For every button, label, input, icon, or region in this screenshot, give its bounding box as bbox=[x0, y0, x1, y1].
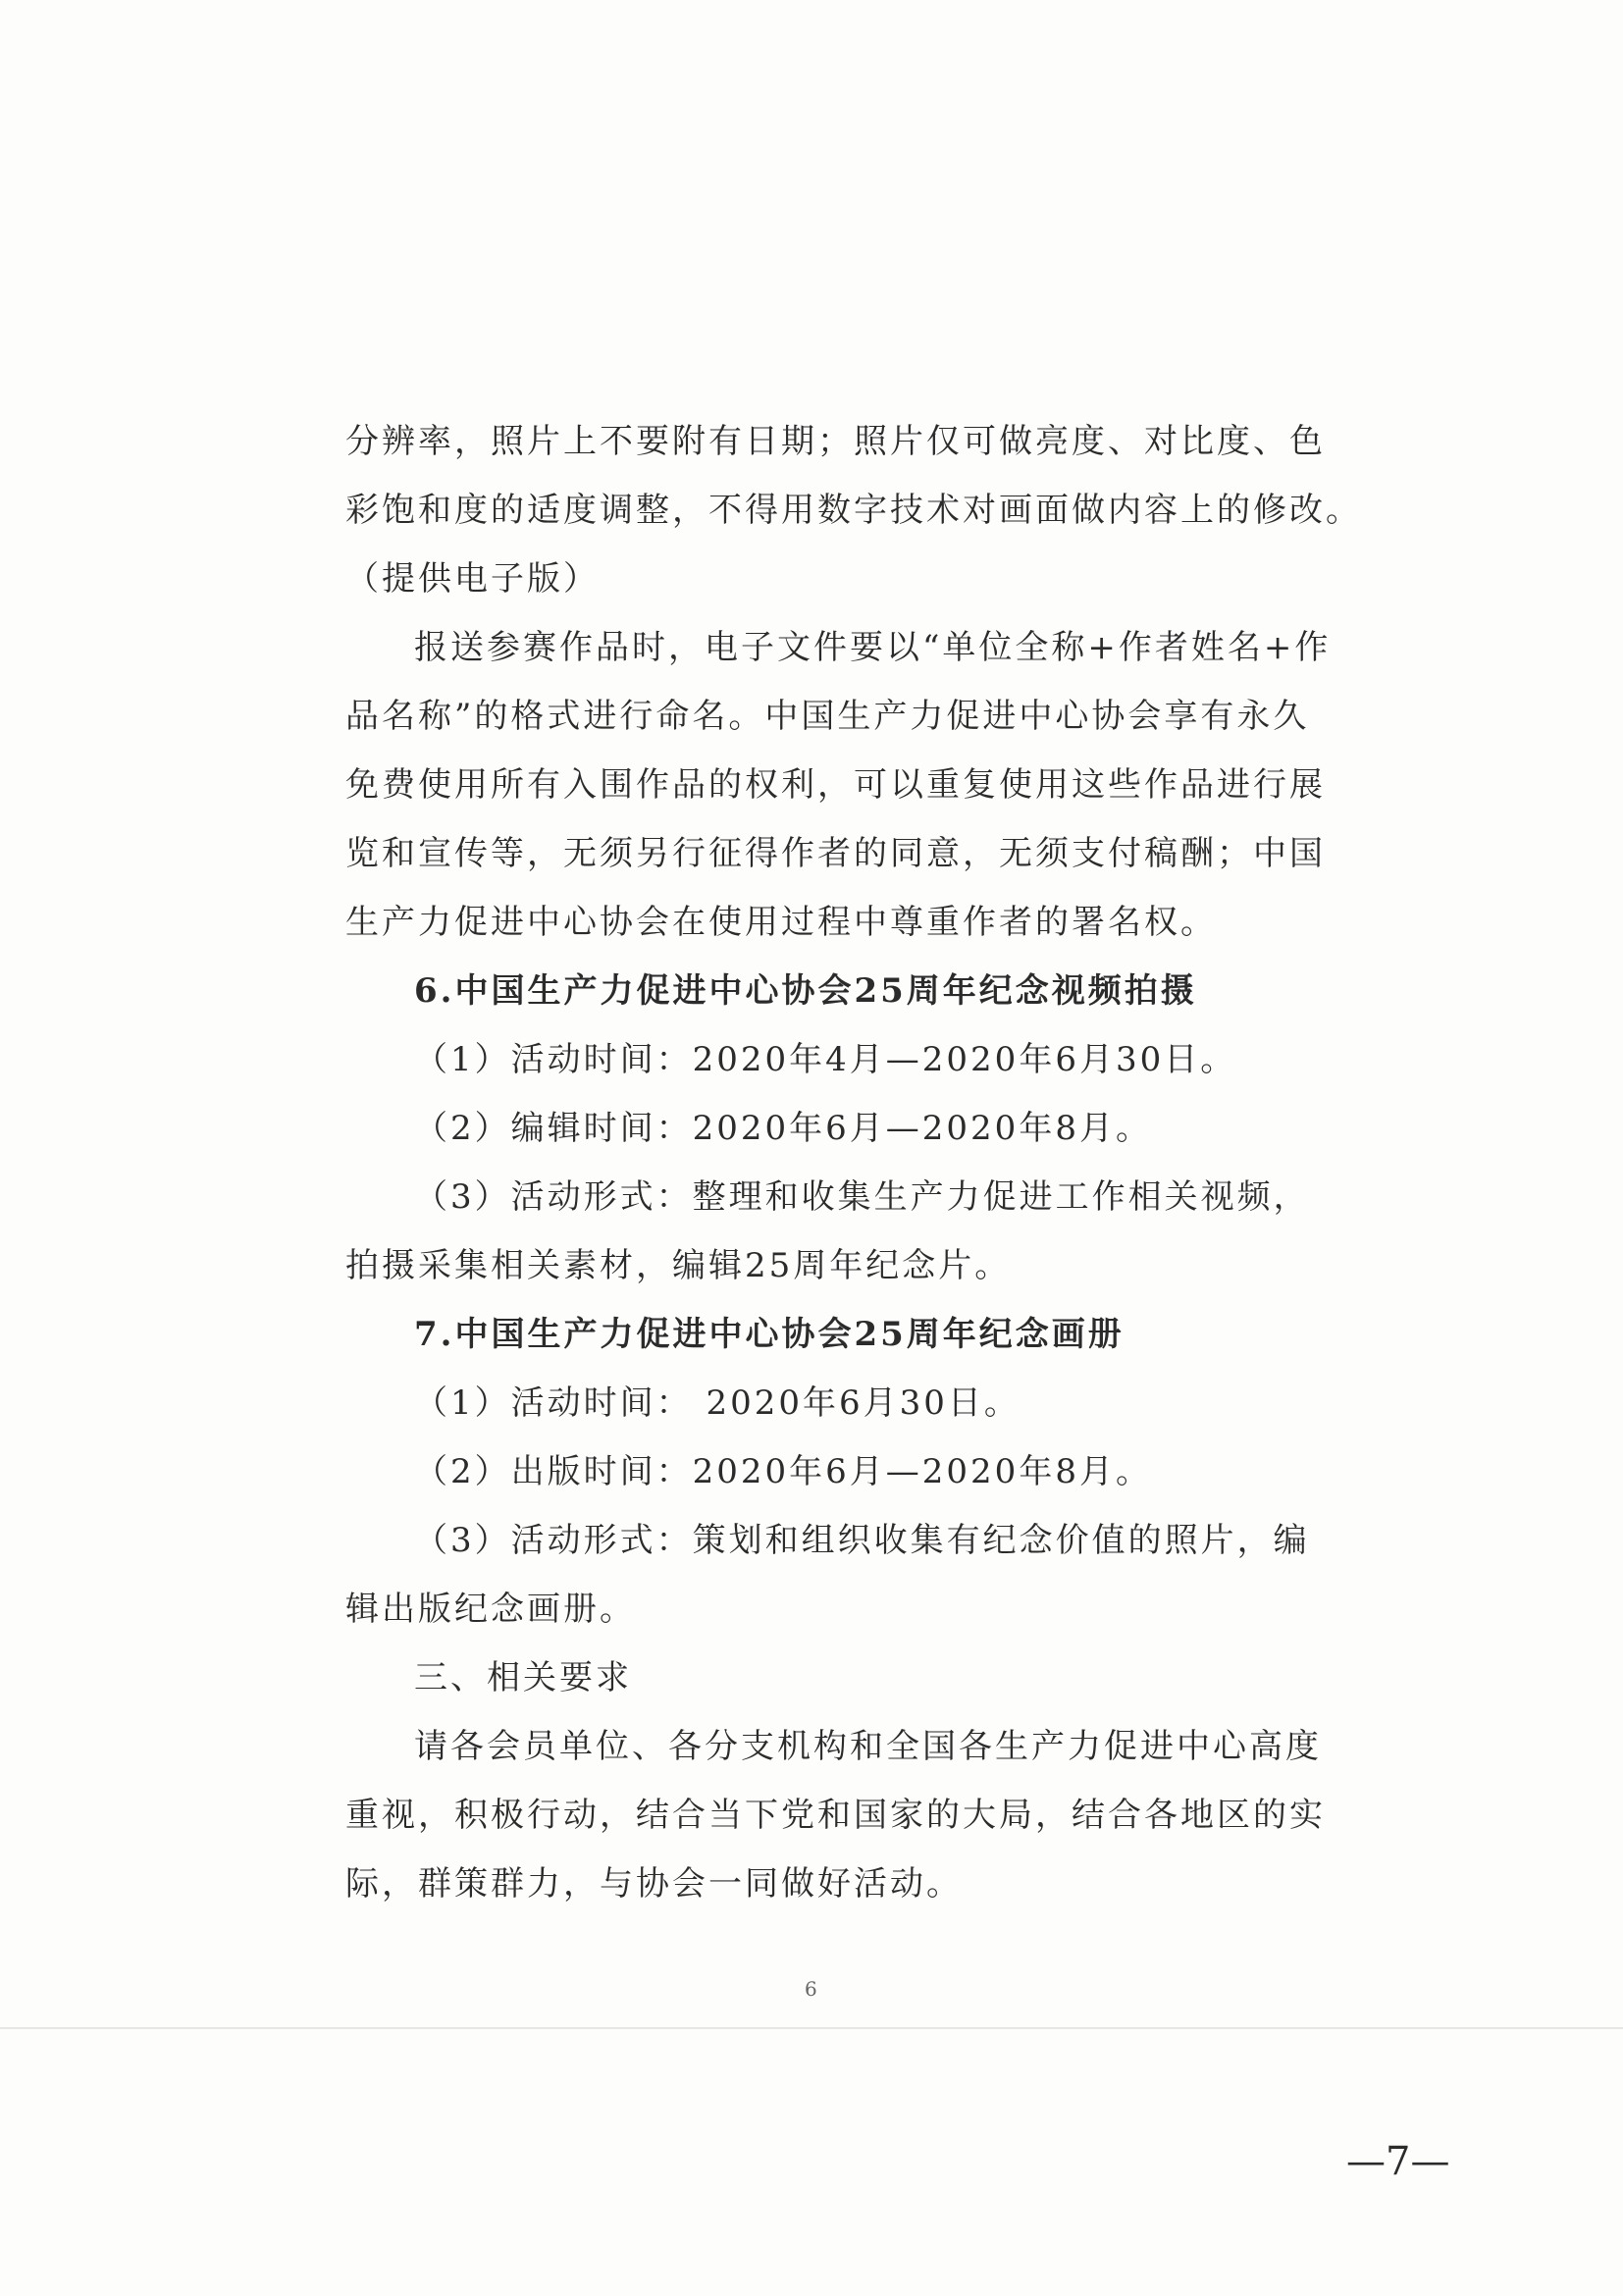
section-heading-6: 6.中国生产力促进中心协会25周年纪念视频拍摄 bbox=[414, 971, 1197, 1011]
text-line-18: 辑出版纪念画册。 bbox=[345, 1590, 636, 1629]
text-line-21: 重视，积极行动，结合当下党和国家的大局，结合各地区的实 bbox=[345, 1796, 1326, 1835]
text-line-4: 报送参赛作品时，电子文件要以“单位全称+作者姓名+作 bbox=[414, 628, 1332, 667]
section-heading-7: 7.中国生产力促进中心协会25周年纪念画册 bbox=[414, 1315, 1125, 1354]
text-line-7: 览和宣传等，无须另行征得作者的同意，无须支付稿酬；中国 bbox=[345, 834, 1326, 873]
inner-page-number: 6 bbox=[805, 1977, 817, 2001]
text-line-6: 免费使用所有入围作品的权利，可以重复使用这些作品进行展 bbox=[345, 765, 1326, 805]
section-heading-3: 三、相关要求 bbox=[414, 1658, 632, 1697]
text-line-22: 际，群策群力，与协会一同做好活动。 bbox=[345, 1864, 963, 1904]
text-line-16: （2）出版时间：2020年6月—2020年8月。 bbox=[414, 1452, 1152, 1491]
text-line-15: （1）活动时间： 2020年6月30日。 bbox=[414, 1383, 1021, 1423]
page-number: —7— bbox=[1346, 2139, 1450, 2184]
text-line-8: 生产力促进中心协会在使用过程中尊重作者的署名权。 bbox=[345, 903, 1217, 942]
text-line-20: 请各会员单位、各分支机构和全国各生产力促进中心高度 bbox=[414, 1727, 1322, 1766]
text-line-12: （3）活动形式：整理和收集生产力促进工作相关视频， bbox=[414, 1177, 1310, 1217]
text-line-13: 拍摄采集相关素材，编辑25周年纪念片。 bbox=[345, 1246, 1012, 1285]
text-line-17: （3）活动形式：策划和组织收集有纪念价值的照片，编 bbox=[414, 1521, 1310, 1560]
text-line-11: （2）编辑时间：2020年6月—2020年8月。 bbox=[414, 1109, 1152, 1148]
text-line-5: 品名称”的格式进行命名。中国生产力促进中心协会享有永久 bbox=[345, 697, 1310, 736]
scan-divider bbox=[0, 2027, 1623, 2029]
text-line-10: （1）活动时间：2020年4月—2020年6月30日。 bbox=[414, 1040, 1237, 1079]
text-line-2: 彩饱和度的适度调整，不得用数字技术对画面做内容上的修改。 bbox=[345, 491, 1362, 530]
text-line-1: 分辨率，照片上不要附有日期；照片仅可做亮度、对比度、色 bbox=[345, 422, 1326, 461]
text-line-3: （提供电子版） bbox=[345, 559, 600, 599]
